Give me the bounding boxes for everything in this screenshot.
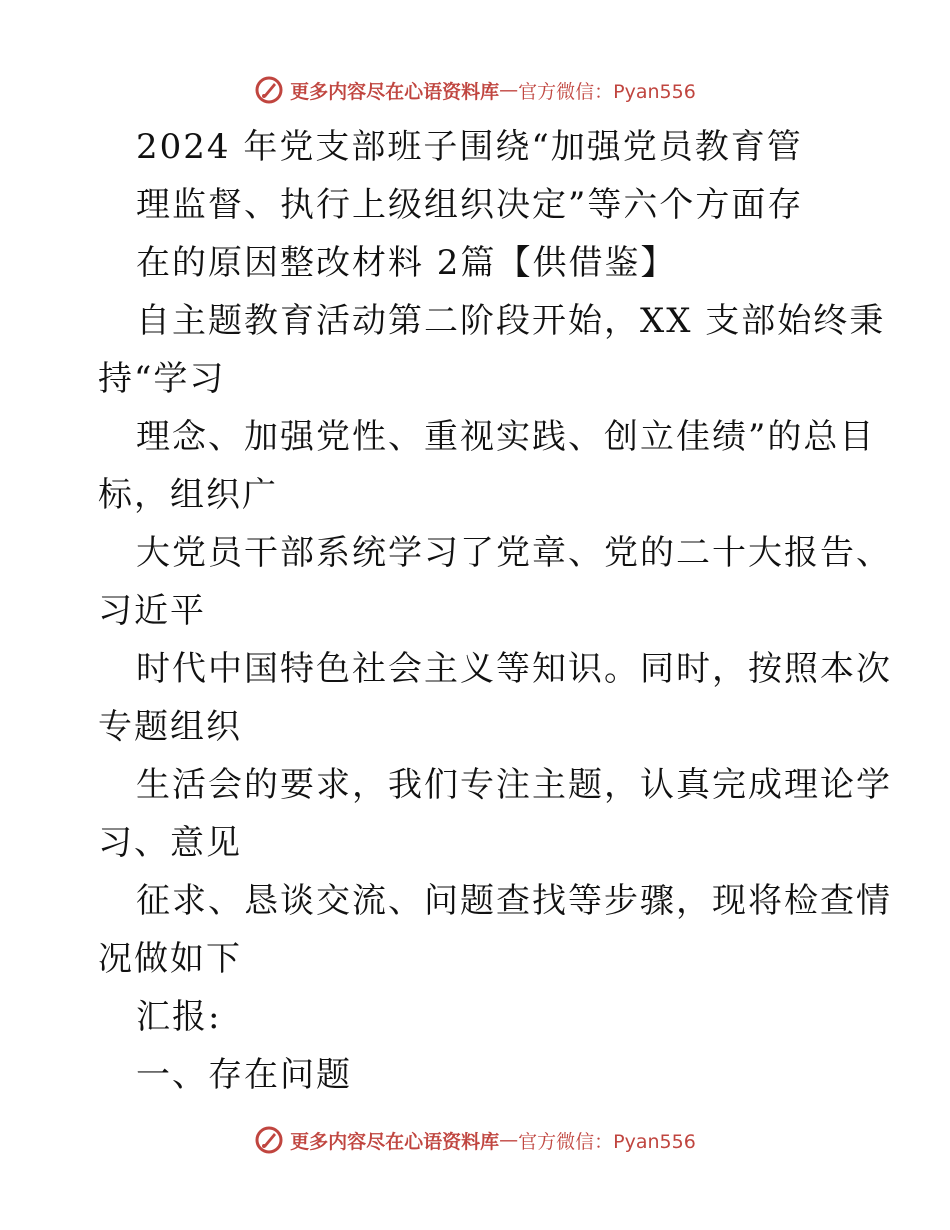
body-line: 生活会的要求，我们专注主题，认真完成理论学 (136, 765, 892, 805)
body-line: 习近平 (98, 591, 206, 631)
body-line: 汇报: (136, 997, 222, 1037)
logo-icon (254, 75, 284, 105)
title-line: 在的原因整改材料 2篇【供借鉴】 (136, 243, 677, 283)
body-line: 自主题教育活动第二阶段开始，XX 支部始终秉 (136, 301, 886, 341)
watermark-dash: — (499, 79, 519, 101)
watermark-main-text: 更多内容尽在心语资料库 (290, 80, 500, 103)
body-line: 习、意见 (98, 823, 242, 863)
title-line: 理监督、执行上级组织决定”等六个方面存 (136, 185, 804, 225)
watermark-wechat-text: 官方微信：Pyan556 (518, 80, 696, 103)
body-line: 征求、恳谈交流、问题查找等步骤，现将检查情 (136, 881, 892, 921)
body-line: 专题组织 (98, 707, 242, 747)
body-line: 时代中国特色社会主义等知识。同时，按照本次 (136, 649, 892, 689)
body-line: 持“学习 (98, 359, 226, 399)
logo-icon (254, 1125, 284, 1155)
watermark-wechat-text: 官方微信：Pyan556 (518, 1130, 696, 1153)
footer-watermark (0, 1120, 950, 1160)
document-body (98, 118, 892, 1104)
header-watermark (0, 70, 950, 110)
title-line: 2024 年党支部班子围绕“加强党员教育管 (136, 127, 803, 167)
watermark-dash: — (499, 1129, 519, 1151)
body-line: 理念、加强党性、重视实践、创立佳绩”的总目 (136, 417, 876, 457)
section-heading: 一、存在问题 (136, 1055, 352, 1095)
body-line: 大党员干部系统学习了党章、党的二十大报告、 (136, 533, 892, 573)
body-line: 况做如下 (98, 939, 242, 979)
watermark-main-text: 更多内容尽在心语资料库 (290, 1130, 500, 1153)
body-line: 标，组织广 (98, 475, 278, 515)
